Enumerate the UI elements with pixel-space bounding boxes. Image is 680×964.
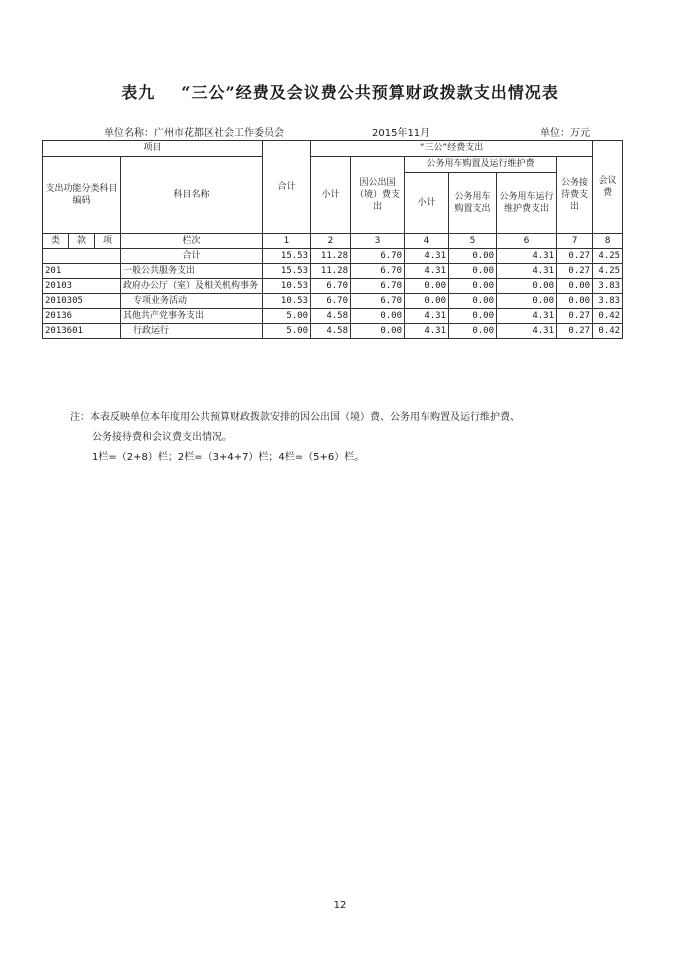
cell-vehicle-purchase: 0.00 — [449, 324, 497, 339]
cell-vehicle-purchase: 0.00 — [449, 309, 497, 324]
cell-meeting: 0.42 — [593, 324, 623, 339]
col-number: 4 — [405, 234, 449, 249]
cell-abroad: 6.70 — [351, 294, 405, 309]
cell-vehicle-operation: 0.00 — [497, 294, 557, 309]
cell-meeting: 3.83 — [593, 294, 623, 309]
cell-subtotal: 4.58 — [311, 309, 351, 324]
table-row — [43, 279, 623, 294]
row-name: 合计 — [121, 249, 263, 264]
cell-total: 10.53 — [263, 279, 311, 294]
table-note — [70, 408, 630, 468]
col-number: 2 — [311, 234, 351, 249]
cell-abroad: 0.00 — [351, 309, 405, 324]
cell-vehicle-subtotal: 4.31 — [405, 249, 449, 264]
table-row — [43, 324, 623, 339]
unit-name: 单位名称：广州市花都区社会工作委员会 — [104, 128, 284, 139]
row-name: 一般公共服务支出 — [121, 264, 263, 279]
row-code: 2010305 — [43, 294, 121, 309]
cell-vehicle-subtotal: 0.00 — [405, 294, 449, 309]
currency-unit: 单位：万元 — [540, 128, 590, 139]
cell-vehicle-subtotal: 4.31 — [405, 309, 449, 324]
cell-reception: 0.27 — [557, 249, 593, 264]
header-subject-code: 支出功能分类科目编码 — [43, 157, 121, 234]
cell-abroad: 6.70 — [351, 264, 405, 279]
header-total: 合计 — [263, 141, 311, 234]
header-project: 项目 — [43, 141, 263, 157]
cell-meeting: 4.25 — [593, 264, 623, 279]
row-name: 政府办公厅（室）及相关机构事务 — [121, 279, 263, 294]
cell-subtotal: 4.58 — [311, 324, 351, 339]
cell-vehicle-purchase: 0.00 — [449, 279, 497, 294]
header-abroad: 因公出国（境）费支出 — [351, 157, 405, 234]
cell-abroad: 6.70 — [351, 279, 405, 294]
page-title — [0, 80, 680, 103]
header-xiang: 项 — [95, 234, 121, 249]
cell-vehicle-subtotal: 4.31 — [405, 324, 449, 339]
cell-vehicle-operation: 4.31 — [497, 324, 557, 339]
col-number: 1 — [263, 234, 311, 249]
header-sangong: “三公”经费支出 — [311, 141, 593, 157]
report-period: 2015年11月 — [372, 128, 431, 139]
row-code: 201 — [43, 264, 121, 279]
col-number: 5 — [449, 234, 497, 249]
table-number: 表九 — [121, 83, 156, 102]
cell-vehicle-subtotal: 0.00 — [405, 279, 449, 294]
cell-vehicle-purchase: 0.00 — [449, 249, 497, 264]
cell-subtotal: 11.28 — [311, 249, 351, 264]
note-line-2: 公务接待费和会议费支出情况。 — [92, 432, 232, 443]
cell-vehicle-purchase: 0.00 — [449, 294, 497, 309]
col-number: 6 — [497, 234, 557, 249]
col-number: 3 — [351, 234, 405, 249]
cell-total: 5.00 — [263, 324, 311, 339]
header-vehicle-purchase: 公务用车购置支出 — [449, 173, 497, 234]
row-name: 行政运行 — [121, 324, 263, 339]
header-subject-name: 科目名称 — [121, 157, 263, 234]
header-subtotal: 小计 — [311, 157, 351, 234]
header-lei: 类 — [43, 234, 69, 249]
row-code: 20103 — [43, 279, 121, 294]
header-meeting: 会议费 — [593, 141, 623, 234]
cell-vehicle-operation: 0.00 — [497, 279, 557, 294]
cell-meeting: 4.25 — [593, 249, 623, 264]
cell-reception: 0.00 — [557, 279, 593, 294]
cell-total: 15.53 — [263, 249, 311, 264]
note-line-1: 注：本表反映单位本年度用公共预算财政拨款安排的因公出国（境）费、公务用车购置及运行维护费、 — [70, 412, 520, 423]
cell-reception: 0.00 — [557, 294, 593, 309]
table-row — [43, 249, 623, 264]
table-row — [43, 294, 623, 309]
row-code — [43, 249, 121, 264]
cell-reception: 0.27 — [557, 324, 593, 339]
header-reception: 公务接待费支出 — [557, 157, 593, 234]
header-vehicle-group: 公务用车购置及运行维护费 — [405, 157, 557, 173]
row-name: 其他共产党事务支出 — [121, 309, 263, 324]
header-lanci: 栏次 — [121, 234, 263, 249]
table-title: “三公”经费及会议费公共预算财政拨款支出情况表 — [181, 83, 559, 102]
cell-subtotal: 11.28 — [311, 264, 351, 279]
table-row — [43, 264, 623, 279]
cell-total: 15.53 — [263, 264, 311, 279]
cell-abroad: 6.70 — [351, 249, 405, 264]
cell-subtotal: 6.70 — [311, 294, 351, 309]
row-code: 20136 — [43, 309, 121, 324]
row-name: 专项业务活动 — [121, 294, 263, 309]
cell-vehicle-subtotal: 4.31 — [405, 264, 449, 279]
cell-vehicle-operation: 4.31 — [497, 264, 557, 279]
header-kuan: 款 — [69, 234, 95, 249]
table-row — [43, 309, 623, 324]
header-vehicle-operation: 公务用车运行维护费支出 — [497, 173, 557, 234]
expenditure-table — [42, 140, 623, 339]
cell-subtotal: 6.70 — [311, 279, 351, 294]
cell-meeting: 3.83 — [593, 279, 623, 294]
col-number: 8 — [593, 234, 623, 249]
cell-reception: 0.27 — [557, 264, 593, 279]
col-number: 7 — [557, 234, 593, 249]
header-vehicle-subtotal: 小计 — [405, 173, 449, 234]
cell-meeting: 0.42 — [593, 309, 623, 324]
cell-vehicle-operation: 4.31 — [497, 249, 557, 264]
row-code: 2013601 — [43, 324, 121, 339]
cell-reception: 0.27 — [557, 309, 593, 324]
cell-abroad: 0.00 — [351, 324, 405, 339]
cell-vehicle-operation: 4.31 — [497, 309, 557, 324]
cell-total: 10.53 — [263, 294, 311, 309]
page-number: 12 — [333, 900, 347, 911]
cell-total: 5.00 — [263, 309, 311, 324]
note-line-3: 1栏=（2+8）栏；2栏=（3+4+7）栏；4栏=（5+6）栏。 — [92, 452, 365, 463]
cell-vehicle-purchase: 0.00 — [449, 264, 497, 279]
